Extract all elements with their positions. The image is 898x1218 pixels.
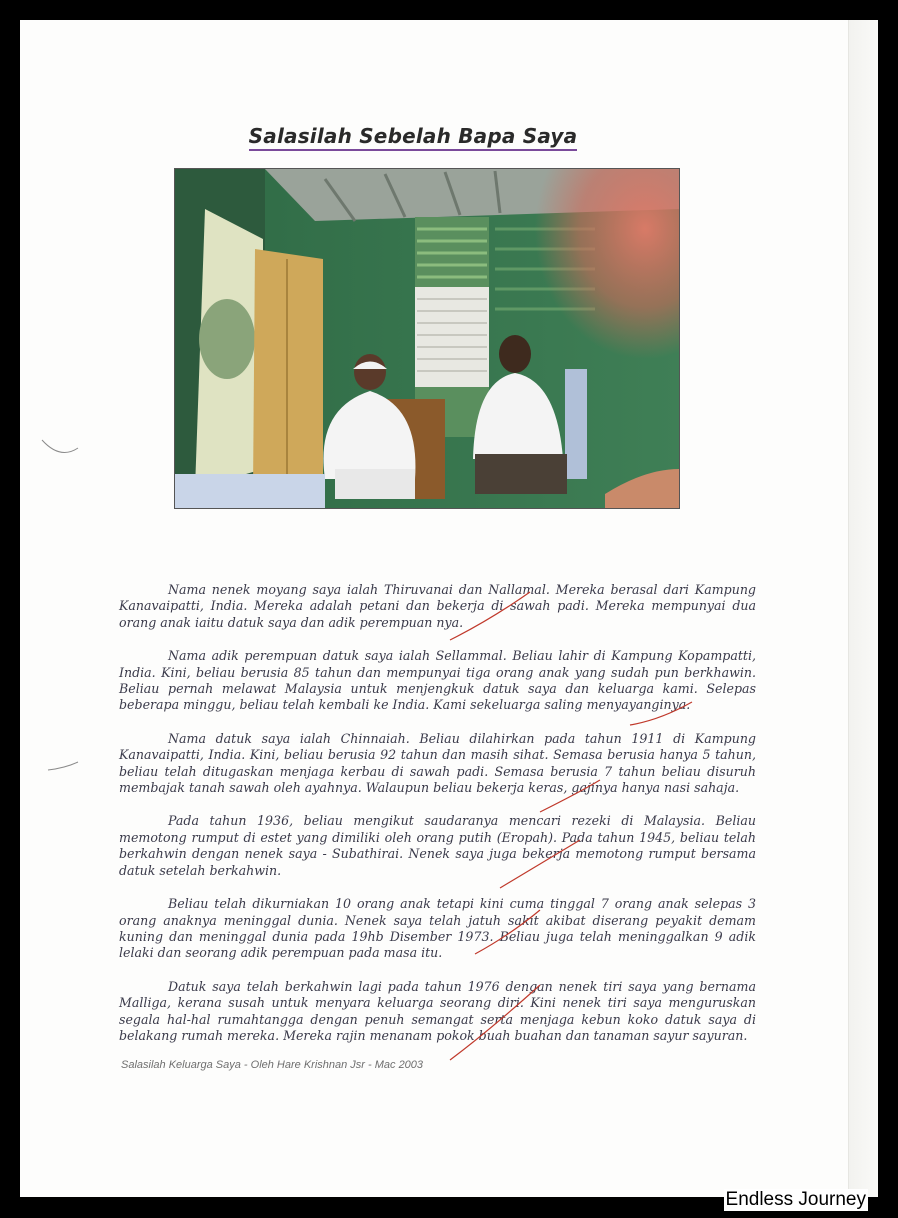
paragraph: Nama datuk saya ialah Chinnaiah. Beliau dilahirkan pada tahun 1911 di Kampung Kanavaipatti, India. Kini, beliau berusia 92 tahun dan masih sihat. Semasa berusia hanya 5 tahun, beliau telah ditugaskan menjaga kerbau di sawah padi. Semasa berusia 7 tahun beliau disuruh membajak tanah sawah oleh ayahnya. Walaupun beliau bekerja keras, gajinya hanya nasi sahaja. bbox=[119, 730, 756, 796]
scan-edge-strip bbox=[848, 20, 878, 1197]
scan-artifact bbox=[42, 440, 78, 453]
paragraph: Datuk saya telah berkahwin lagi pada tahun 1976 dengan nenek tiri saya yang bernama Malliga, kerana susah untuk menyara keluarga seorang diri. Kini nenek tiri saya menguruskan segala hal-hal rumahtangga dengan penuh semangat serta menjaga kebun koko datuk saya di belakang rumah mereka. Mereka rajin menanam pokok buah buahan dan tanaman sayur sayuran. bbox=[119, 978, 756, 1043]
scanned-page bbox=[20, 20, 878, 1197]
paragraph: Beliau telah dikurniakan 10 orang anak tetapi kini cuma tinggal 7 orang anak selepas 3 orang anaknya meninggal dunia. Nenek saya telah jatuh sakit akibat diserang peyakit demam kuning dan meninggal dunia pada 19hb Disember 1973. Beliau juga telah meninggalkan 9 adik lelaki dan seorang adik perempuan pada masa itu. bbox=[119, 896, 756, 961]
title-text: Salasilah Sebelah Bapa Saya bbox=[249, 124, 578, 151]
watermark-label: Endless Journey bbox=[725, 1189, 866, 1210]
paragraph: Nama nenek moyang saya ialah Thiruvanai dan Nallamal. Mereka berasal dari Kampung Kanavaipatti, India. Mereka adalah petani dan bekerja di sawah padi. Mereka mempunyai dua orang anak iaitu datuk saya dan adik perempuan nya. bbox=[119, 582, 756, 630]
footer-credit: Salasilah Keluarga Saya - Oleh Hare Krishnan Jsr - Mac 2003 bbox=[121, 1059, 424, 1071]
family-photo bbox=[174, 168, 680, 509]
scan-artifact bbox=[48, 762, 78, 770]
document-title bbox=[20, 124, 806, 148]
body-text bbox=[119, 582, 756, 1061]
paragraph: Nama adik perempuan datuk saya ialah Sellammal. Beliau lahir di Kampung Kopampatti, India. Kini, beliau berusia 85 tahun dan mempunyai tiga orang anak yang sudah pun berkhawin. Beliau pernah melawat Malaysia untuk menjengkuk datuk saya dan keluarga kami. Selepas beberapa minggu, beliau telah kembali ke India. Kami sekeluarga saling menyayanginya. bbox=[119, 648, 756, 713]
paragraph: Pada tahun 1936, beliau mengikut saudaranya mencari rezeki di Malaysia. Beliau memotong rumput di estet yang dimiliki oleh orang putih (Eropah). Pada tahun 1945, beliau telah berkahwin dengan nenek saya - Subathirai. Nenek saya juga bekerja memotong rumput bersama datuk setelah berkahwin. bbox=[119, 813, 756, 878]
